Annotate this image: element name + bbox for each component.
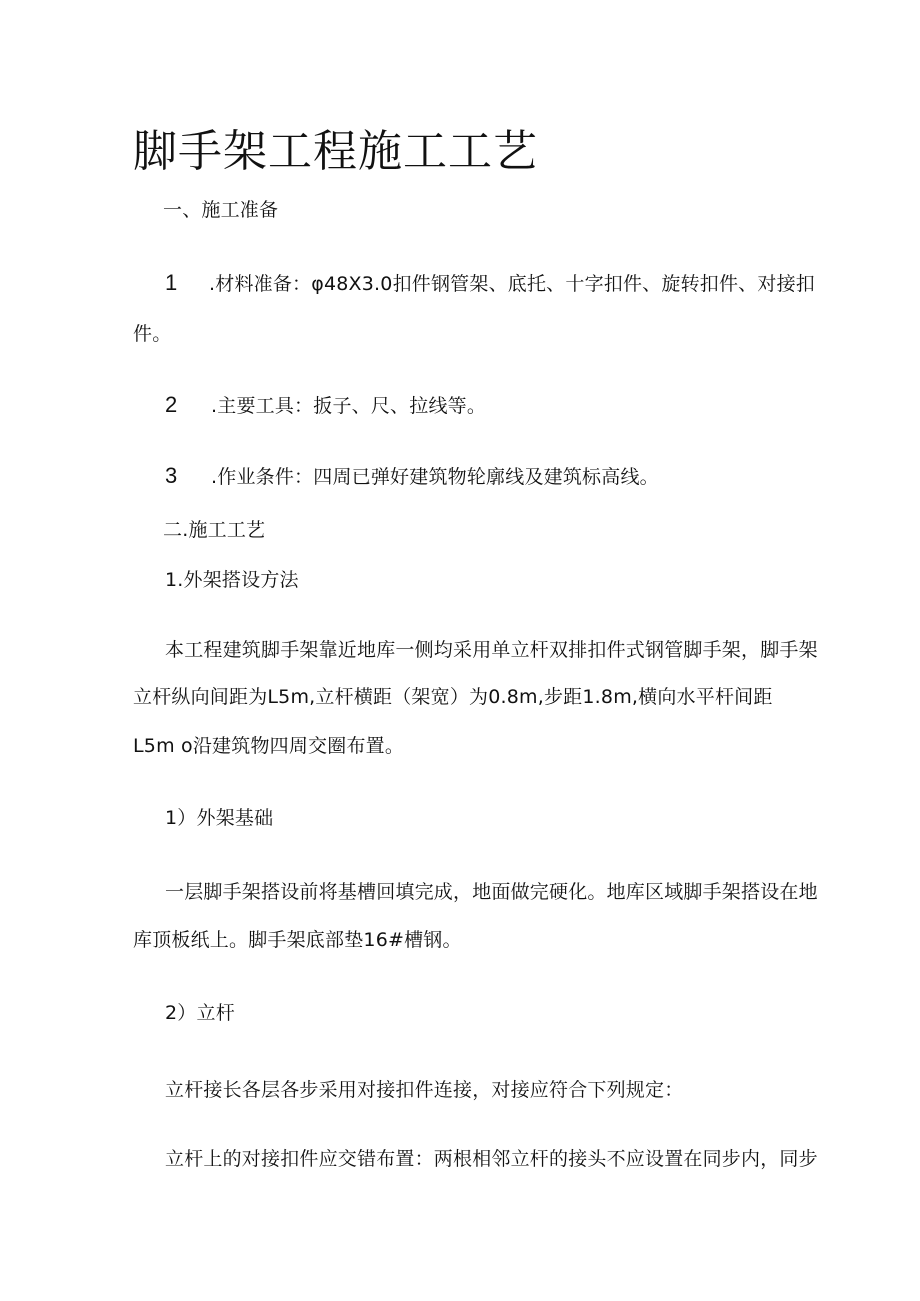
paragraph-line: 本工程建筑脚手架靠近地库一侧均采用单立杆双排扣件式钢管脚手架，脚手架 (165, 639, 818, 661)
section-heading-process: 二.施工工艺 (163, 519, 266, 541)
list-item-number: 2 (165, 392, 178, 417)
paragraph-line: 立杆上的对接扣件应交错布置：两根相邻立杆的接头不应设置在同步内，同步 (165, 1148, 818, 1170)
paragraph-line: 立杆接长各层各步采用对接扣件连接，对接应符合下列规定： (165, 1079, 684, 1101)
subsection-heading-foundation: 1）外架基础 (165, 807, 274, 829)
paragraph-line: 一层脚手架搭设前将基槽回填完成，地面做完硬化。地库区域脚手架搭设在地 (165, 881, 818, 903)
list-item-text: .作业条件：四周已弹好建筑物轮廓线及建筑标高线。 (211, 466, 659, 488)
paragraph-line: 库顶板纸上。脚手架底部垫16#槽钢。 (133, 929, 462, 951)
list-item-materials (165, 271, 815, 296)
subsection-heading-upright: 2）立杆 (165, 1002, 235, 1024)
document-title: 脚手架工程施工工艺 (133, 126, 538, 177)
paragraph-line: 立杆纵向间距为L5m,立杆横距（架宽）为0.8m,步距1.8m,横向水平杆间距 (133, 686, 773, 708)
list-item-tools (165, 393, 486, 418)
list-item-conditions (165, 464, 659, 489)
list-item-number: 1 (165, 270, 178, 295)
paragraph-line: L5m o沿建筑物四周交圈布置。 (133, 735, 405, 757)
subsection-heading-erection-method: 1.外架搭设方法 (165, 569, 299, 591)
list-item-text: .材料准备：φ48X3.0扣件钢管架、底托、十字扣件、旋转扣件、对接扣 (209, 273, 815, 295)
list-item-text: .主要工具：扳子、尺、拉线等。 (211, 395, 487, 417)
section-heading-preparation: 一、施工准备 (163, 199, 279, 221)
list-item-materials-continuation: 件。 (133, 323, 172, 345)
list-item-number: 3 (165, 463, 178, 488)
